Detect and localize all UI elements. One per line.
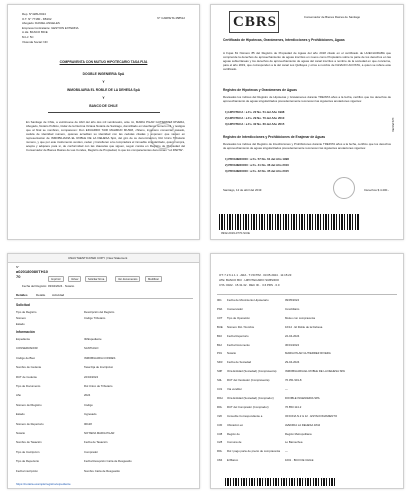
section-solicitud[interactable]: Solicitud [16, 303, 30, 307]
barcode [219, 214, 359, 230]
party-line: Y [102, 96, 105, 100]
toolbar-button[interactable]: Solicitar firma [85, 276, 107, 282]
toolbar-button[interactable]: Ver documentos [115, 276, 140, 282]
row-label: Otra Entidad (Sociedad) (Compraventa) [227, 369, 277, 374]
printout-divider [217, 294, 397, 295]
section-informacion[interactable]: Información [16, 330, 35, 334]
field-row [16, 347, 193, 350]
row-value: MARIA PILAR GUTIERREZ RIVERA [285, 351, 331, 356]
row-code: R0H [217, 395, 223, 400]
field-row [16, 470, 193, 473]
field-row [16, 394, 193, 397]
field-value: Rol Unico de Tributario [84, 384, 113, 388]
row-code: S0P [217, 369, 223, 374]
field-row [16, 423, 193, 426]
field-value: NOTARIA MARIA PILAR [84, 431, 115, 435]
certificate-date: Santiago, 12 de abril del 2019 [223, 188, 262, 192]
row-code: S0L [217, 378, 222, 383]
row-label: Rol / pago parte de precio de compraventa [227, 449, 281, 454]
prohibition-entry: 2) PROHIBICION : a Fs. 41 No. 36 del Año 2010 [225, 163, 289, 167]
printout-row [217, 352, 397, 355]
record-page [7, 253, 200, 489]
field-value: Código [84, 402, 93, 407]
field-value: Tasa Fija de Inscripcion [84, 365, 114, 370]
tab-divider [14, 298, 193, 299]
printout-barcode [225, 478, 335, 486]
row-label: Ubicación en [227, 422, 244, 427]
header-line: M.LJ: 5C [22, 35, 34, 39]
row-code: R0L [217, 449, 223, 454]
printout-row [217, 326, 397, 329]
row-code: C84 [217, 458, 223, 463]
header-line: O.T. N° 77180 - KB162 [22, 16, 52, 21]
party-line: DOOBLE INGENIERIA SpA [82, 72, 125, 76]
toolbar-button[interactable]: Volver [68, 276, 81, 282]
field-label: Tipo de Inscripción [16, 449, 40, 454]
row-label: Notario [227, 351, 237, 356]
row-value: — [285, 387, 288, 391]
row-value: 22-04-2024 [285, 333, 300, 338]
footer-link[interactable]: https://notaria.example/registro/expediente [16, 482, 71, 486]
field-label: CONSERVADOR [16, 346, 38, 351]
printout-header-line: ATE: BANCO BCI · HIPOTECARIO SUBSIDIO [219, 278, 280, 282]
field-row [16, 451, 193, 454]
row-code: B12 [217, 342, 222, 347]
field-row [16, 357, 193, 360]
field-value: Código Tributario [84, 316, 106, 320]
field-row [16, 385, 193, 388]
row-value: AVENIDA LA DEHESA 1844 [285, 422, 321, 427]
row-value: 76.853.114-2 [285, 404, 302, 409]
tab-1[interactable]: Detalles [16, 293, 28, 297]
prohibition-entry: 3) PROHIBICION : a Fs. 42 No. 35 del Año 2015 [225, 169, 289, 173]
field-row [16, 404, 193, 407]
printout-row [217, 415, 397, 418]
browser-bar [8, 254, 199, 263]
row-code: R0L [217, 404, 223, 409]
field-row [16, 338, 193, 341]
field-value: 2024 [84, 393, 91, 398]
row-value: Mutuo con compraventa [285, 315, 316, 320]
row-code: SD3 [217, 360, 223, 365]
field-value: SANTIAGO [84, 346, 99, 351]
tab-3[interactable]: Actividad [52, 293, 65, 297]
field-value: Ingresado [84, 412, 97, 417]
field-label: Nombre de Tasación [16, 440, 42, 445]
row-label: RUT del Comprador (Comprador) [227, 404, 269, 409]
folder-number: N° CARPETA 458512 [157, 16, 185, 20]
row-label: El Banco [227, 458, 239, 463]
field-label: RUT de Cedente [16, 374, 37, 379]
row-value: OFICINA N.2 & 12 · ESTACIONAMIENTO [285, 413, 338, 418]
field-label: Tipo de Documento [16, 384, 41, 388]
party-line: Y [102, 80, 105, 84]
field-label: Estado [16, 322, 25, 326]
row-code: P01 [217, 351, 222, 356]
section-title-prohibitions: Registro de Interdicciones y Prohibiciones de Enajenar de Aguas [223, 135, 326, 139]
mortgage-entry: 1) HIPOTECA : a Fs. 22 No. 51 del Año 1998 [225, 110, 285, 114]
row-label: Vía venditur [227, 387, 242, 391]
tab-2[interactable]: Detalle [36, 293, 46, 297]
printout-row [217, 370, 397, 373]
row-label: Fecha Repertorio [227, 333, 249, 338]
printout-row [217, 317, 397, 320]
field-row [16, 323, 193, 326]
header-line: A.LE. BANCO BICE [22, 30, 48, 35]
deed-title: COMPRAVENTA CON MUTUO HIPOTECARIO TASA FIJA [59, 60, 148, 64]
record-id-suffix: 70 [16, 274, 21, 279]
row-label: RUT del Vendedor (Compraventa) [227, 378, 270, 383]
prohibition-entry: 1) PROHIBICION : a Fs. 57 No. 61 del Año 1998 [225, 157, 289, 161]
barcode-code: 0932-2019-0770-SCIE [221, 231, 250, 235]
record-note: Fecha del Registro: 03/04/2024 · Notario [22, 284, 75, 288]
row-code: C38 [217, 431, 223, 436]
field-label: Estado [16, 412, 25, 417]
row-code: B10 [217, 333, 222, 338]
row-code: C28 [217, 440, 223, 445]
row-code: P0A [217, 306, 223, 311]
field-row [16, 413, 193, 416]
row-label: Inmueble Correspondiente a [227, 413, 263, 418]
mortgage-entry: 2) HIPOTECA : a Fs. 29 No. 70 del Año 2010 [225, 116, 285, 120]
row-value: 30/01/2024 [285, 342, 299, 347]
id-label: N° [16, 265, 20, 269]
row-label: Comuna de [227, 440, 242, 445]
printout-row [217, 388, 397, 391]
row-code: C0T [217, 315, 223, 320]
printout-row [217, 450, 397, 453]
field-row [16, 376, 193, 379]
row-label: Conservador [227, 306, 244, 311]
certificate-page [210, 4, 404, 240]
field-value: Descripción del Registro [84, 310, 115, 314]
row-code: C31 [217, 387, 223, 391]
field-row [16, 366, 193, 369]
row-value: Inmobiliario [285, 306, 300, 311]
section-body-mortgages: Revisados los índices del Registro de Hipotecas y Gravámenes durante TREINTA años a la fecha, certifico que los derechos de aprovechamiento de aguas singularizados precedentemente reconocen las siguientes anotaciones vigentes: [223, 95, 391, 104]
printout-row [217, 433, 397, 436]
field-label: Tipo de Registro [16, 310, 37, 314]
deed-body: En Santiago de Chile, a veintinueve de Abril del año dos mil veinticuatro, ante mi, MARIA PILAR GUTIERREZ RIVERA, Abogado, Notario Publico, titular de la Decima Octava Notaria de Santiago, domiciliado en Huerfanos numero mil, y testigos que al final se nombran, comparecen: Don EDUARDO TAIR MAHMUD MUSRI, chileno, ingeniero comercial, casado, cedula de identidad numero, quienes acreditan su identidad con las cedulas citadas y exponen: que vienen en representacion de INMOBILIARIA EL ROBLE DE LA DEHESA SpA, del giro de su denominacion, Rol Unico Tributario numero, y que por este instrumento venden, ceden y transfieren a la compradora el inmueble singularizado, quien compra, acepta y adquiere para si, de conformidad con las clausulas que siguen, segun consta en Registro de Propiedad del Conservador de Bienes Raices de Las Condes, Registro de Propiedad, lo que los comparecientes denominan "LA PARTE". [26, 120, 185, 153]
row-value: Lo Barnechea [285, 440, 303, 445]
certificate-title: Certificado de Hipotecas, Gravámenes, Interdicciones y Prohibiciones, Aguas [223, 38, 345, 42]
field-value: Fecha Recepción Carta de Resguardo [84, 459, 132, 464]
row-code: 001 [217, 298, 222, 302]
field-value: Nombre Carta de Resguardo [84, 468, 120, 473]
printout-page [210, 253, 404, 489]
field-value: Fecha de Tasación [84, 440, 108, 445]
row-label: Fecha de Movimiento Hipotecario [227, 298, 269, 302]
row-value: 16/12 · El Roble de la Dehesa [285, 324, 323, 329]
certificate-intro: A Fojas 81 Número 85 del Registro de Propiedad de Aguas del año 2018 citado en el certificado de HUECHURABA que comprende la derechos de aprovechamiento de aguas inscritos en nuevo como Propietario sobre la parte de los derechos en las aguas subterráneas y los derechos de aprovechamiento de aguas del canal inscritos a nombre de la sociedad en que concierne, para el año 2019, que corresponden a la del canal Los Quillayes y otros a nombre de IGNACIO ACOSTA, a quien se refiere este certificado. [223, 51, 391, 72]
section-title-mortgages: Registro de Hipotecas y Gravámenes de Aguas [223, 88, 297, 92]
header-line: Vivienda Social: NO [22, 39, 48, 44]
printout-row [217, 406, 397, 409]
notary-seal-icon [150, 123, 176, 149]
printout-row [217, 459, 397, 462]
party-line: INMOBILIARIA EL ROBLE DE LA DEHESA SpA [66, 88, 141, 92]
field-value: 00128 [84, 421, 92, 426]
signature-seal-icon [333, 177, 355, 199]
printout-row [217, 308, 397, 311]
row-value: INMOBILIARIA EL ROBLE DE LA DEHESA SPA [285, 369, 345, 374]
field-row [16, 460, 193, 463]
cbrs-subtitle: Conservador de Bienes Raíces de Santiago [303, 15, 361, 19]
printout-row [217, 397, 397, 400]
printout-row [217, 424, 397, 427]
toolbar-button[interactable]: Modificar [145, 276, 162, 282]
row-label: Fecha de Sociedad [227, 360, 252, 365]
header-line: Empresa Contratante: GESTION EXTERNA [22, 25, 79, 30]
field-label: Número del Registro [16, 402, 42, 407]
row-label: Número Rol / Nombre [227, 324, 255, 329]
field-label: Fecha Inscripción [16, 468, 38, 473]
row-value: 09/05/2024 [285, 298, 299, 302]
divider [48, 112, 160, 113]
row-code: V20 [217, 413, 222, 418]
printout-row [217, 379, 397, 382]
row-label: Otra Entidad (Sociedad) (Comprador) [227, 395, 274, 400]
field-label: Número de Repertorio [16, 421, 44, 426]
field-row [16, 311, 193, 314]
side-code: 123456789 [390, 117, 395, 132]
field-label: Código de Bien [16, 355, 36, 360]
section-body-prohibitions: Revisados los índices del Registro de Interdicciones y Prohibiciones durante TREINTA años a la fecha, certifico que los derechos de aprovechamiento de aguas singularizados precedentemente reconocen las siguientes anotaciones vigentes: [223, 142, 391, 151]
row-label: Región de [227, 431, 240, 436]
header-line: Abogado: DANIEL ANGELES [22, 21, 60, 26]
row-value: — [285, 449, 288, 454]
printout-row [217, 361, 397, 364]
field-label: Tipo de Repertorio [16, 459, 40, 464]
printout-row [217, 299, 397, 302]
field-label: Nombre de Cedente [16, 365, 42, 370]
cbrs-logo: CBRS [233, 14, 278, 30]
party-line: BANCO DE CHILE [89, 104, 118, 108]
row-label: Tipo de Operación [227, 315, 250, 320]
deed-page [7, 4, 200, 240]
row-value: 1001 · BCO DE CHILE [285, 458, 314, 463]
row-label: Fecha Documento [227, 342, 250, 347]
row-value: Región Metropolitana [285, 431, 312, 436]
header-line: Rep. N°4281/2024 [22, 12, 46, 16]
top-caption: UNAUTHENTICATED COPY | New Statement [68, 256, 128, 260]
row-code: BUE [217, 324, 223, 329]
row-value: 29-04-2024 [285, 360, 300, 365]
certificate-fee: Derechos $ 4.400.- [364, 188, 389, 192]
row-value: 76.351.901-8 [285, 378, 302, 383]
printout-row [217, 335, 397, 338]
field-row [16, 317, 193, 320]
mortgage-entry: 3) HIPOTECA : a Fs. 32 No. 60 del Año 2015 [225, 122, 285, 126]
field-value: 22/04/2024 [84, 374, 98, 379]
printout-header-line: CTA: 0022 · 15.31.32 · REC ID. · 3.6 PRS · 0.0 [219, 283, 280, 287]
printout-header-line: OT: 7.2 6.1.1 1 · ARA · T.VICTIM · 03.05.2024 · 11:15:23 [219, 273, 292, 277]
field-label: Expediente [16, 337, 30, 341]
field-label: Número [16, 316, 26, 320]
row-value: DOOBLE INGENIERIA SPA [285, 395, 320, 400]
field-value: INMOBILIARIA CONDES [84, 355, 116, 360]
toolbar-button[interactable]: Imprimir [48, 276, 64, 282]
field-value: Comprador [84, 449, 98, 454]
field-label: Notario [16, 431, 26, 435]
printout-row [217, 441, 397, 444]
field-row [16, 441, 193, 444]
record-id: a020180080TH10 [16, 269, 49, 274]
field-value: ID/Expediente [84, 337, 102, 341]
printout-row [217, 344, 397, 347]
row-code: C30 [217, 422, 223, 427]
field-label: Año [16, 393, 21, 398]
field-row [16, 432, 193, 435]
